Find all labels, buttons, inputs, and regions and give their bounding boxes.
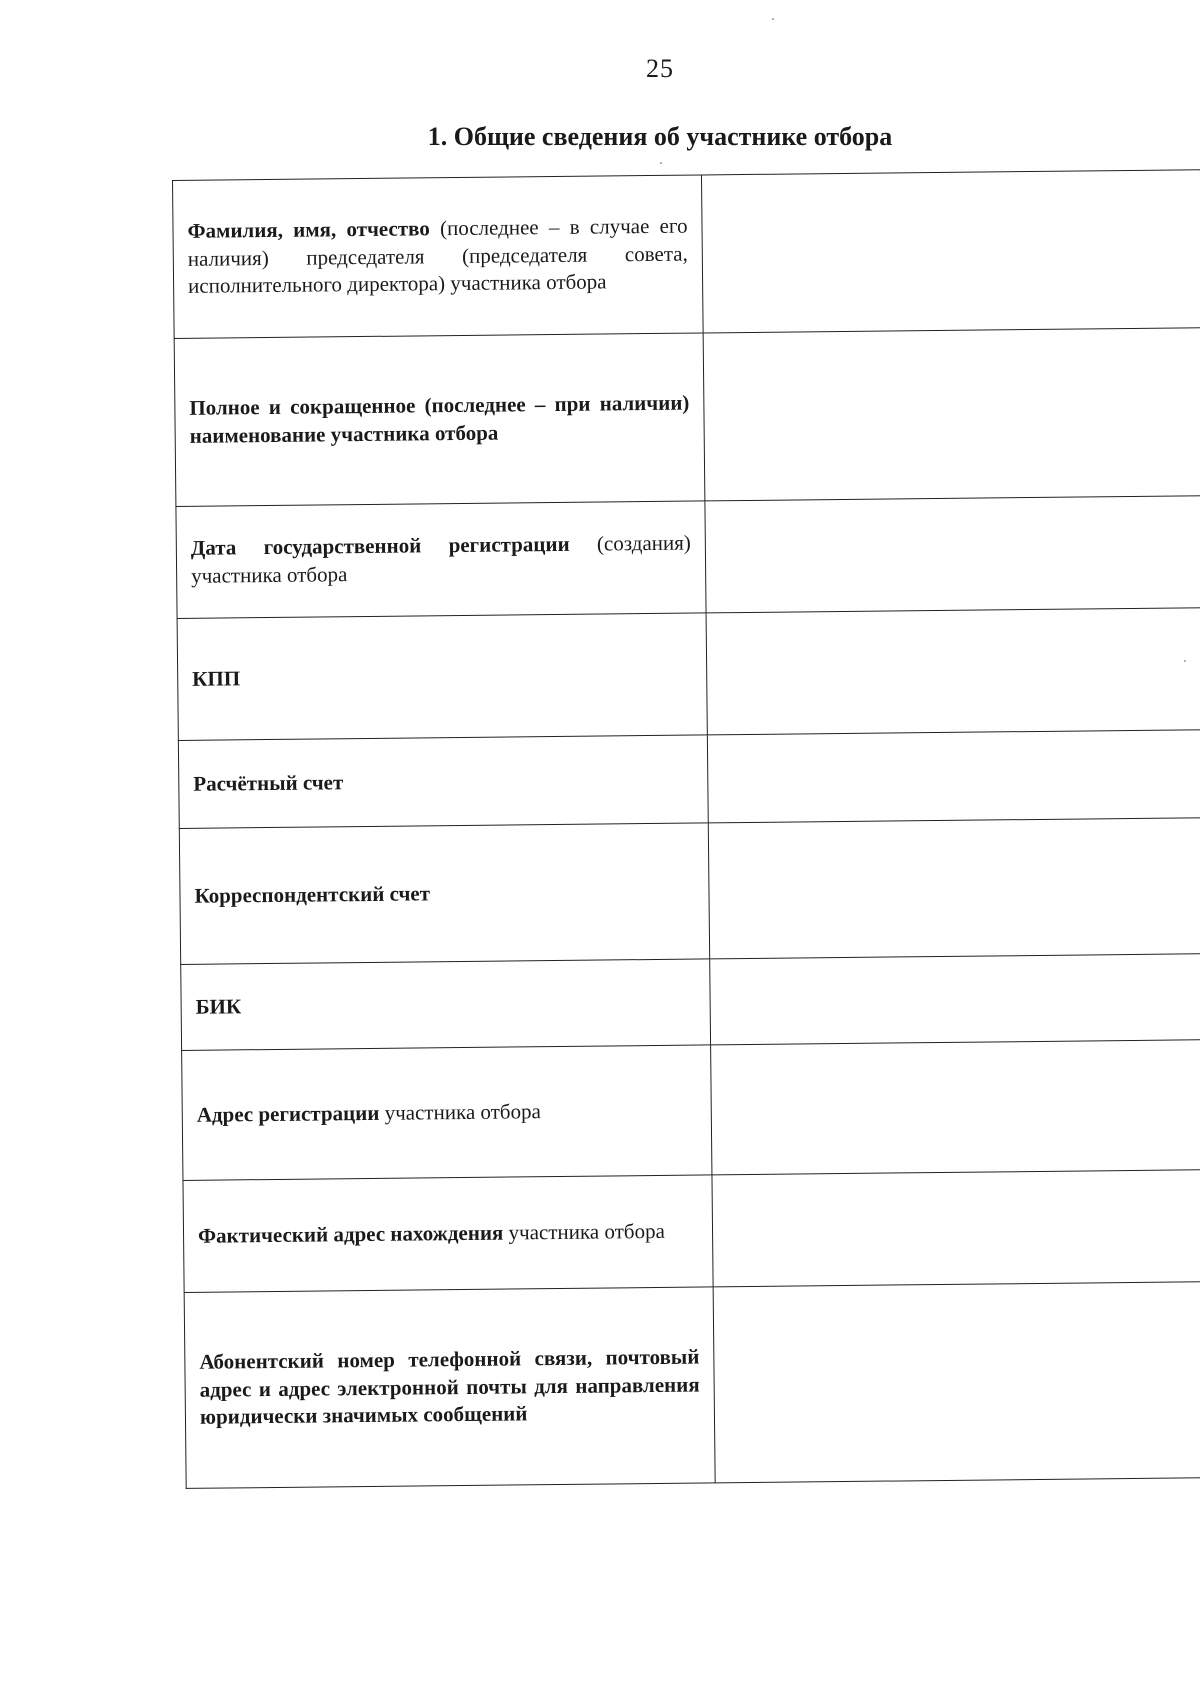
- label-bold-text: Корреспондентский счет: [194, 880, 431, 908]
- label-bold-text: Расчётный счет: [193, 769, 344, 796]
- value-cell-bik[interactable]: [710, 954, 1200, 1045]
- section-title: 1. Общие сведения об участнике отбора: [427, 122, 893, 151]
- label-bold-text: Полное и сокращенное (последнее – при наличии) наименование участника отбора: [189, 390, 690, 448]
- row-label-registration-address: [182, 1045, 712, 1181]
- table-row: [184, 1282, 1200, 1489]
- value-cell-organization-name[interactable]: [703, 328, 1200, 501]
- table-row: [179, 818, 1200, 965]
- label-bold-text: КПП: [192, 665, 241, 691]
- value-cell-settlement-account[interactable]: [707, 730, 1200, 823]
- value-cell-registration-date[interactable]: [705, 496, 1200, 613]
- participant-info-table: [172, 169, 1200, 1489]
- row-label-full-name: [173, 175, 704, 339]
- scan-speck: [660, 162, 662, 164]
- row-label-correspondent-account: [179, 823, 709, 965]
- table-row: [183, 1170, 1200, 1293]
- table-row: [182, 1040, 1200, 1181]
- row-label-kpp: [177, 613, 707, 741]
- table-row: [177, 608, 1200, 741]
- row-label-organization-name: [174, 333, 705, 507]
- row-label-actual-address: [183, 1175, 713, 1293]
- row-label-settlement-account: [178, 735, 708, 829]
- table-row: [178, 730, 1200, 829]
- label-bold-text: БИК: [195, 993, 242, 1019]
- value-cell-registration-address[interactable]: [711, 1040, 1200, 1175]
- row-label-contact-info: [184, 1287, 715, 1489]
- value-cell-contact-info[interactable]: [713, 1282, 1200, 1483]
- table-row: [176, 496, 1200, 619]
- page-number: 25: [646, 54, 674, 83]
- row-label-bik: [181, 959, 711, 1051]
- table-row: [174, 328, 1200, 507]
- value-cell-actual-address[interactable]: [712, 1170, 1200, 1287]
- value-cell-kpp[interactable]: [706, 608, 1200, 735]
- label-bold-text: Дата государственной регистрации: [190, 531, 570, 560]
- label-normal-text: (последнее – в случае его наличия) председателя (председателя совета, исполнительного директора) участника отбора: [187, 213, 688, 299]
- table-row: [173, 170, 1200, 339]
- value-cell-correspondent-account[interactable]: [708, 818, 1200, 959]
- scan-speck: [1184, 660, 1186, 662]
- table-row: [181, 954, 1200, 1051]
- row-label-registration-date: [176, 501, 706, 619]
- label-bold-text: Фактический адрес нахождения: [197, 1220, 504, 1248]
- label-bold-text: Абонентский номер телефонной связи, почтовый адрес и адрес электронной почты для направления юридически значимых сообщений: [199, 1344, 700, 1430]
- label-normal-text: (создания) участника отбора: [191, 530, 691, 588]
- label-bold-text: Адрес регистрации: [196, 1100, 380, 1127]
- scan-speck: [772, 18, 774, 20]
- label-normal-text: участника отбора: [503, 1218, 665, 1245]
- label-normal-text: участника отбора: [379, 1098, 541, 1125]
- label-bold-text: Фамилия, имя, отчество: [187, 216, 430, 243]
- value-cell-full-name[interactable]: [701, 170, 1200, 333]
